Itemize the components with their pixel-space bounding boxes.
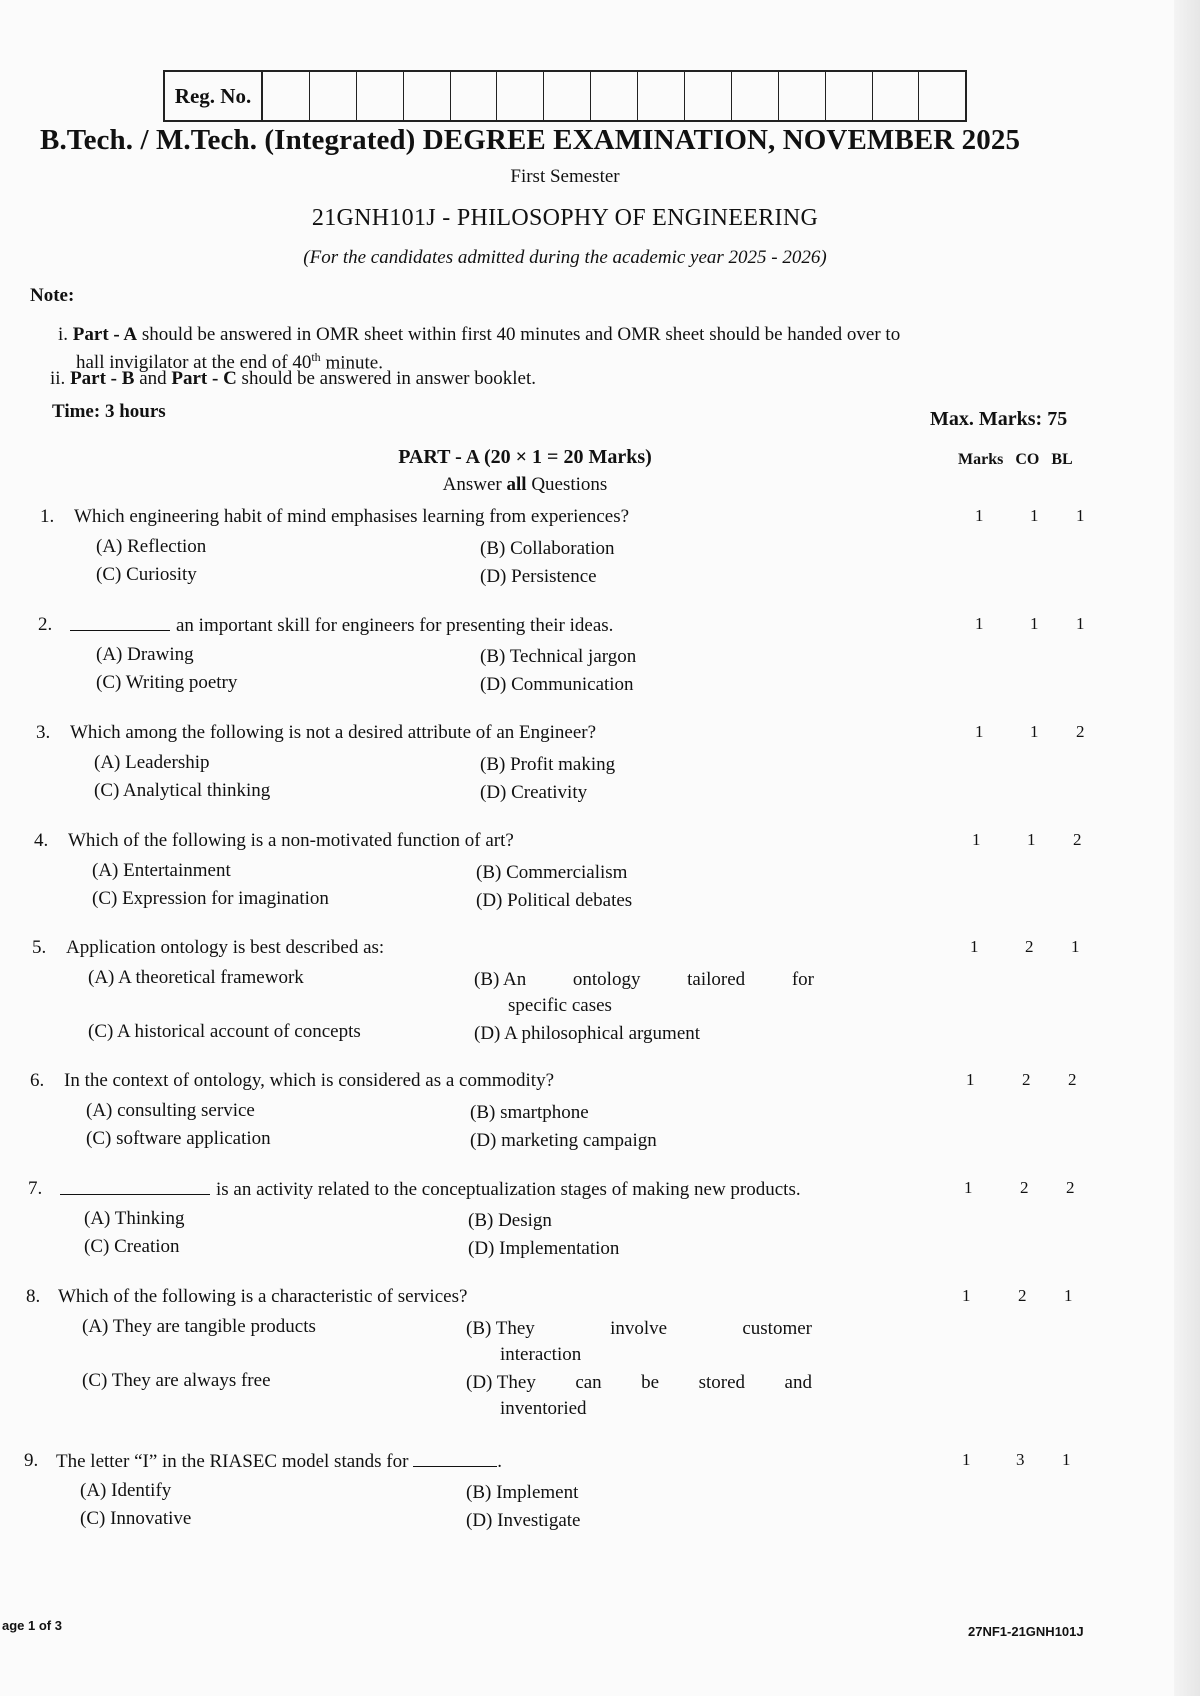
option-b-line2: specific cases [508, 995, 612, 1016]
part-a-instruction [300, 474, 750, 496]
instruction-suffix: Questions [531, 474, 608, 495]
question-number: 9. [24, 1450, 39, 1471]
option-b-line1 [466, 1316, 812, 1342]
reg-no-cell [357, 72, 404, 120]
option-b-word: tailored [687, 969, 746, 990]
question-stem [56, 1450, 502, 1473]
col-marks: Marks [958, 451, 1004, 468]
reg-no-cell [779, 72, 826, 120]
col-bl: BL [1051, 451, 1073, 468]
option-d-word: can [575, 1372, 602, 1393]
question-number: 3. [36, 722, 51, 743]
instruction-all: all [506, 474, 527, 495]
option-b-word: involve [610, 1318, 668, 1339]
page-number: age 1 of 3 [2, 1618, 62, 1633]
option-d: (D) Political debates [476, 890, 633, 911]
exam-time: Time: 3 hours [52, 401, 166, 422]
option-b-line2: interaction [500, 1344, 582, 1365]
note-item-2-part-b: Part - B [70, 368, 135, 389]
option-b-word: for [791, 969, 814, 990]
question-stem [60, 1178, 801, 1201]
question-stem: Which of the following is a non-motivated function of art? [68, 830, 514, 851]
option-c: (C) Innovative [80, 1508, 192, 1529]
option-d-word: and [784, 1372, 812, 1393]
question-co: 2 [1025, 937, 1034, 956]
question-number: 5. [32, 937, 47, 958]
instruction-prefix: Answer [442, 474, 502, 495]
note-item-1-line2: hall invigilator at the end of 40 [76, 352, 312, 374]
question-marks: 1 [966, 1070, 975, 1089]
reg-no-cell [310, 72, 357, 120]
answer-blank [60, 1178, 210, 1195]
answer-blank [413, 1450, 497, 1467]
option-c: (C) Writing poetry [96, 672, 238, 693]
paper-code: 27NF1-21GNH101J [968, 1624, 1084, 1639]
reg-no-cell [826, 72, 873, 120]
question-stem: Application ontology is best described as: [66, 937, 385, 958]
page-edge-shadow [1174, 0, 1200, 1696]
question-stem-end: . [497, 1451, 502, 1472]
option-a: (A) Entertainment [92, 860, 231, 881]
question-6 [0, 1070, 1130, 1170]
question-marks: 1 [962, 1286, 971, 1305]
option-c: (C) A historical account of concepts [88, 1021, 361, 1042]
option-d: (D) marketing campaign [470, 1130, 657, 1151]
question-co: 1 [1030, 722, 1039, 741]
part-a-heading: PART - A (20 × 1 = 20 Marks) [398, 446, 652, 468]
question-marks: 1 [970, 937, 979, 956]
option-b: (B) smartphone [470, 1102, 589, 1123]
question-stem-text: an important skill for engineers for presenting their ideas. [176, 615, 614, 636]
note-item-1-part: Part - A [72, 324, 138, 345]
option-a: (A) Identify [80, 1480, 172, 1501]
reg-no-label: Reg. No. [165, 72, 263, 120]
reg-no-cell [263, 72, 310, 120]
option-b: (B) Collaboration [480, 538, 615, 559]
question-bl: 2 [1073, 830, 1082, 849]
question-4 [0, 830, 1130, 930]
question-1 [0, 506, 1130, 606]
question-bl: 1 [1062, 1450, 1071, 1469]
question-co: 1 [1027, 830, 1036, 849]
option-d: (D) Creativity [480, 782, 588, 803]
option-c: (C) Curiosity [96, 564, 197, 585]
max-marks: Max. Marks: 75 [930, 408, 1068, 430]
question-marks: 1 [975, 506, 984, 525]
question-stem: Which engineering habit of mind emphasises learning from experiences? [74, 506, 630, 527]
question-co: 1 [1030, 614, 1039, 633]
option-d: (D) A philosophical argument [474, 1023, 701, 1044]
option-c: (C) Analytical thinking [94, 780, 271, 801]
question-stem: In the context of ontology, which is considered as a commodity? [64, 1070, 555, 1091]
option-b: (B) Technical jargon [480, 646, 637, 667]
reg-no-cell [451, 72, 498, 120]
option-b: (B) Profit making [480, 754, 616, 775]
question-co: 2 [1018, 1286, 1027, 1305]
note-item-1-sup: th [311, 350, 321, 364]
note-item-1 [58, 324, 1098, 374]
question-7 [0, 1178, 1130, 1278]
option-a: (A) They are tangible products [82, 1316, 316, 1337]
question-stem: Which of the following is a characteristic of services? [58, 1286, 468, 1307]
question-bl: 1 [1071, 937, 1080, 956]
option-b [474, 967, 814, 1019]
option-b-word: (B) An [474, 969, 527, 990]
reg-no-cell [685, 72, 732, 120]
option-d: (D) Persistence [480, 566, 597, 587]
reg-no-cell [544, 72, 591, 120]
question-number: 2. [38, 614, 53, 635]
question-8 [0, 1286, 1130, 1426]
question-marks: 1 [975, 722, 984, 741]
option-b-word: (B) They [466, 1318, 535, 1339]
option-d-line2: inventoried [500, 1398, 587, 1419]
question-co: 1 [1030, 506, 1039, 525]
question-bl: 2 [1068, 1070, 1077, 1089]
marks-co-bl-header [958, 451, 1073, 469]
question-marks: 1 [964, 1178, 973, 1197]
reg-no-cell [919, 72, 965, 120]
question-stem-text: The letter “I” in the RIASEC model stands for [56, 1451, 409, 1472]
option-b-line1 [474, 967, 814, 993]
question-3 [0, 722, 1130, 822]
option-c: (C) software application [86, 1128, 271, 1149]
option-b-word: ontology [572, 969, 641, 990]
question-2 [0, 614, 1130, 714]
question-number: 7. [28, 1178, 43, 1199]
exam-title: B.Tech. / M.Tech. (Integrated) DEGREE EXAMINATION, NOVEMBER 2025 [40, 124, 1021, 156]
question-bl: 2 [1066, 1178, 1075, 1197]
reg-no-cell [497, 72, 544, 120]
option-b: (B) Design [468, 1210, 552, 1231]
answer-blank [70, 614, 170, 631]
question-bl: 1 [1076, 506, 1085, 525]
semester: First Semester [510, 166, 620, 187]
option-c: (C) Creation [84, 1236, 180, 1257]
question-stem-text: is an activity related to the conceptualization stages of making new products. [216, 1179, 801, 1200]
option-d: (D) Communication [480, 674, 634, 695]
option-c: (C) Expression for imagination [92, 888, 329, 909]
question-marks: 1 [962, 1450, 971, 1469]
question-bl: 1 [1064, 1286, 1073, 1305]
option-b [466, 1316, 812, 1368]
question-co: 3 [1016, 1450, 1025, 1469]
question-number: 4. [34, 830, 49, 851]
note-item-1-text: should be answered in OMR sheet within first 40 minutes and OMR sheet should be handed over to [141, 324, 901, 345]
question-stem: Which among the following is not a desired attribute of an Engineer? [70, 722, 597, 743]
option-d-line1 [466, 1370, 812, 1396]
option-a: (A) Leadership [94, 752, 210, 773]
option-a: (A) consulting service [86, 1100, 255, 1121]
option-b-word: customer [742, 1318, 812, 1339]
question-marks: 1 [975, 614, 984, 633]
question-9 [0, 1450, 1130, 1550]
option-c: (C) They are always free [82, 1370, 271, 1391]
note-heading: Note: [30, 285, 75, 306]
course-title: 21GNH101J - PHILOSOPHY OF ENGINEERING [311, 205, 819, 231]
option-a: (A) Thinking [84, 1208, 185, 1229]
note-item-2-part-c: Part - C [171, 368, 237, 389]
note-item-2-prefix: ii. [50, 368, 66, 389]
note-item-2-and: and [139, 368, 167, 389]
note-item-1-end: minute. [325, 352, 383, 374]
reg-no-cell [873, 72, 920, 120]
option-b: (B) Commercialism [476, 862, 628, 883]
question-5 [0, 937, 1130, 1063]
question-marks: 1 [972, 830, 981, 849]
option-d [466, 1370, 812, 1422]
question-number: 1. [40, 506, 55, 527]
question-bl: 2 [1076, 722, 1085, 741]
reg-no-box [163, 70, 967, 122]
option-d-word: (D) They [466, 1372, 536, 1393]
note-item-2 [50, 368, 536, 390]
question-co: 2 [1022, 1070, 1031, 1089]
question-bl: 1 [1076, 614, 1085, 633]
option-d: (D) Implementation [468, 1238, 620, 1259]
reg-no-cell [638, 72, 685, 120]
academic-year: (For the candidates admitted during the academic year 2025 - 2026) [303, 247, 827, 268]
option-d-word: stored [698, 1372, 746, 1393]
option-a: (A) Drawing [96, 644, 194, 665]
reg-no-cell [591, 72, 638, 120]
option-b: (B) Implement [466, 1482, 579, 1503]
option-a: (A) Reflection [96, 536, 207, 557]
question-number: 8. [26, 1286, 41, 1307]
reg-no-cell [732, 72, 779, 120]
reg-no-cell [404, 72, 451, 120]
note-item-1-prefix: i. [58, 324, 69, 345]
option-a: (A) A theoretical framework [88, 967, 304, 988]
note-item-2-text: should be answered in answer booklet. [241, 368, 536, 389]
question-stem [70, 614, 613, 637]
option-d: (D) Investigate [466, 1510, 581, 1531]
question-number: 6. [30, 1070, 45, 1091]
question-co: 2 [1020, 1178, 1029, 1197]
option-d-word: be [641, 1372, 660, 1393]
col-co: CO [1015, 451, 1040, 468]
